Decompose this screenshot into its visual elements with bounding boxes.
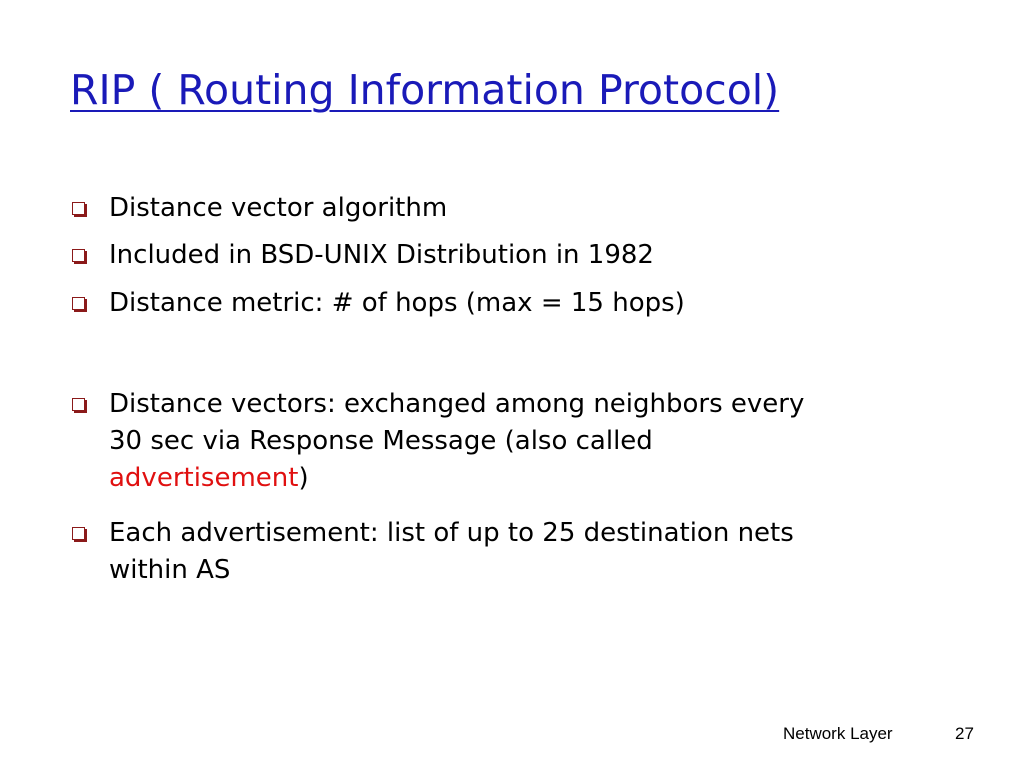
bullet-line: within AS [109,555,231,585]
bullet-line: Distance vector algorithm [109,193,448,223]
bullet-text [109,386,959,497]
bullet-line: Included in BSD-UNIX Distribution in 1982 [109,240,654,270]
footer-label: Network Layer [783,724,893,743]
closing-paren: ) [298,463,309,493]
square-bullet-icon [72,249,85,262]
bullet-line: Each advertisement: list of up to 25 destination nets [109,518,794,548]
bullet-text [109,285,959,322]
page-number: 27 [955,724,974,743]
square-bullet-icon [72,202,85,215]
slide-title: RIP ( Routing Information Protocol) [70,66,780,114]
highlight-term: advertisement [109,463,299,493]
bullet-text [109,515,959,589]
square-bullet-icon [72,297,85,310]
bullet-line: Distance vectors: exchanged among neighbors every [109,389,805,419]
square-bullet-icon [72,527,85,540]
bullet-line: Distance metric: # of hops (max = 15 hops) [109,288,685,318]
square-bullet-icon [72,398,85,411]
bullet-text [109,237,959,274]
bullet-text [109,190,959,227]
bullet-line: 30 sec via Response Message (also called [109,426,653,456]
